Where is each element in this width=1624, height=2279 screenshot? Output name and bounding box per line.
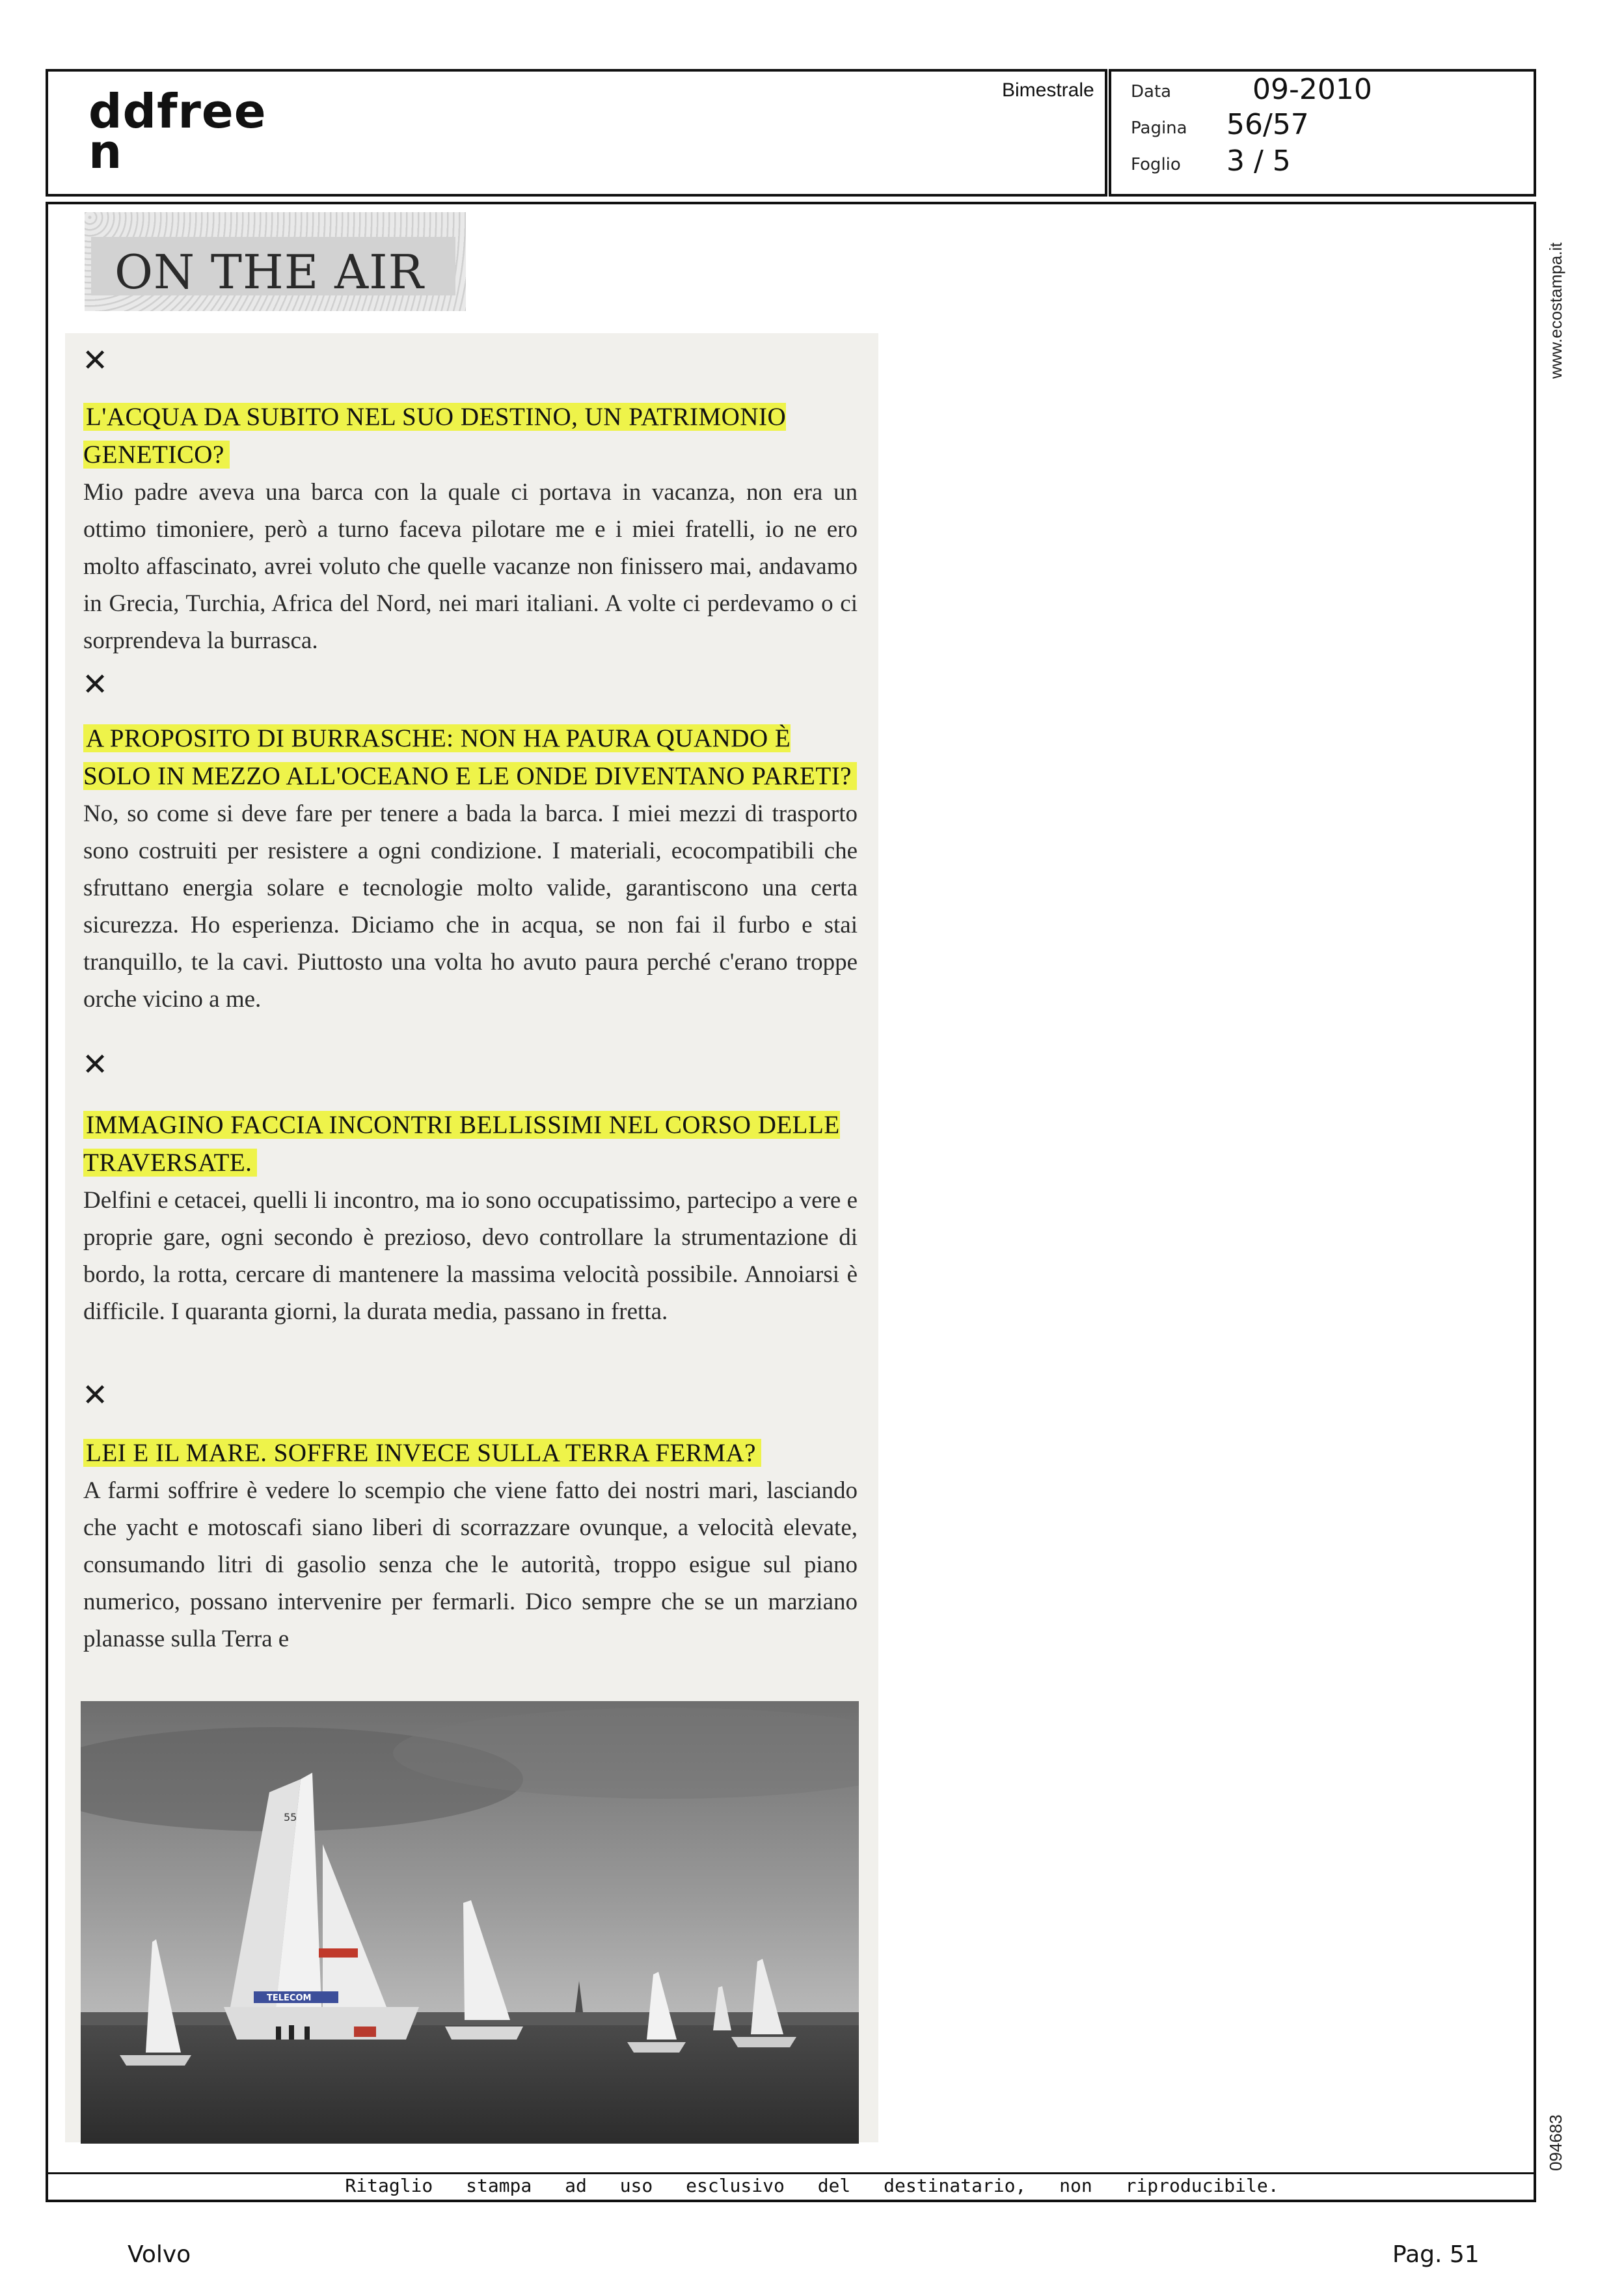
publication-logo: ddfree n xyxy=(88,84,267,179)
question-3: IMMAGINO FACCIA INCONTRI BELLISSIMI NEL CORSO DELLE TRAVERSATE. xyxy=(83,1111,840,1177)
answer-3: Delfini e cetacei, quelli li incontro, ma io sono occupatissimo, partecipo a vere e proprie gare, ogni secondo è prezioso, devo controllare la strumentazione di bordo, la rotta, cercare di mantenere la massima velocità possibile. Annoiarsi è difficile. I quaranta giorni, la durata media, passano in fretta. xyxy=(83,1187,858,1325)
sparkle-cross-icon: ✕ xyxy=(82,1046,109,1083)
sail-number: 55 xyxy=(284,1811,297,1823)
page-value: 56/57 xyxy=(1226,108,1309,141)
code-vertical: 094683 xyxy=(1546,2114,1565,2171)
sparkle-cross-icon: ✕ xyxy=(82,666,109,703)
footer-divider xyxy=(47,2172,1535,2174)
disclaimer-text: Ritaglio stampa ad uso esclusivo del destinatario, non riproducibile. xyxy=(345,2175,1279,2196)
sailing-regatta-photo xyxy=(81,1701,859,2144)
sparkle-cross-icon: ✕ xyxy=(82,1377,109,1413)
question-1: L'ACQUA DA SUBITO NEL SUO DESTINO, UN PATRIMONIO GENETICO? xyxy=(83,403,787,469)
question-2: A PROPOSITO DI BURRASCHE: NON HA PAURA QUANDO È SOLO IN MEZZO ALL'OCEANO E LE ONDE DIVENTANO PARETI? xyxy=(83,720,864,795)
date-value: 09-2010 xyxy=(1252,73,1372,106)
question-4: LEI E IL MARE. SOFFRE INVECE SULLA TERRA FERMA? xyxy=(83,1434,864,1472)
sparkle-cross-icon: ✕ xyxy=(82,342,109,379)
source-label: Volvo xyxy=(128,2241,191,2268)
website-vertical: www.ecostampa.it xyxy=(1546,242,1565,379)
date-label: Data xyxy=(1131,82,1172,102)
answer-1: Mio padre aveva una barca con la quale ci portava in vacanza, non era un ottimo timoniere, però a turno faceva pilotare me e i miei fratelli, io ne ero molto affascinato, avrei voluto che quelle vacanze non finissero mai, andavamo in Grecia, Turchia, Africa del Nord, nei mari italiani. A volte ci perdevamo o ci sorprendeva la burrasca. xyxy=(83,479,858,654)
sail-sponsor: TELECOM xyxy=(267,1993,312,2003)
page-number: Pag. 51 xyxy=(1392,2241,1480,2268)
sheet-label: Foglio xyxy=(1131,155,1181,174)
page-label: Pagina xyxy=(1131,118,1187,138)
section-title: ON THE AIR xyxy=(115,245,424,299)
sheet-value: 3 / 5 xyxy=(1226,144,1291,178)
answer-4: A farmi soffrire è vedere lo scempio che viene fatto dei nostri mari, lasciando che yacht e motoscafi siano liberi di scorrazzare ovunque, a velocità elevate, consumando litri di gasolio senza che le autorità, troppo esigue sul piano numerico, possano intervenire per fermarli. Dico sempre che se un marziano planasse sulla Terra e xyxy=(83,1477,858,1652)
answer-2: No, so come si deve fare per tenere a bada la barca. I miei mezzi di trasporto sono costruiti per resistere a ogni condizione. I materiali, ecocompatibili che sfruttano energia solare e tecnologie molto valide, garantiscono una certa sicurezza. Ho esperienza. Diciamo che in acqua, se non fai il furbo e stai tranquillo, te la cavi. Piuttosto una volta ho avuto paura perché c'erano troppe orche vicino a me. xyxy=(83,800,858,1013)
periodicity-label: Bimestrale xyxy=(1002,79,1094,101)
